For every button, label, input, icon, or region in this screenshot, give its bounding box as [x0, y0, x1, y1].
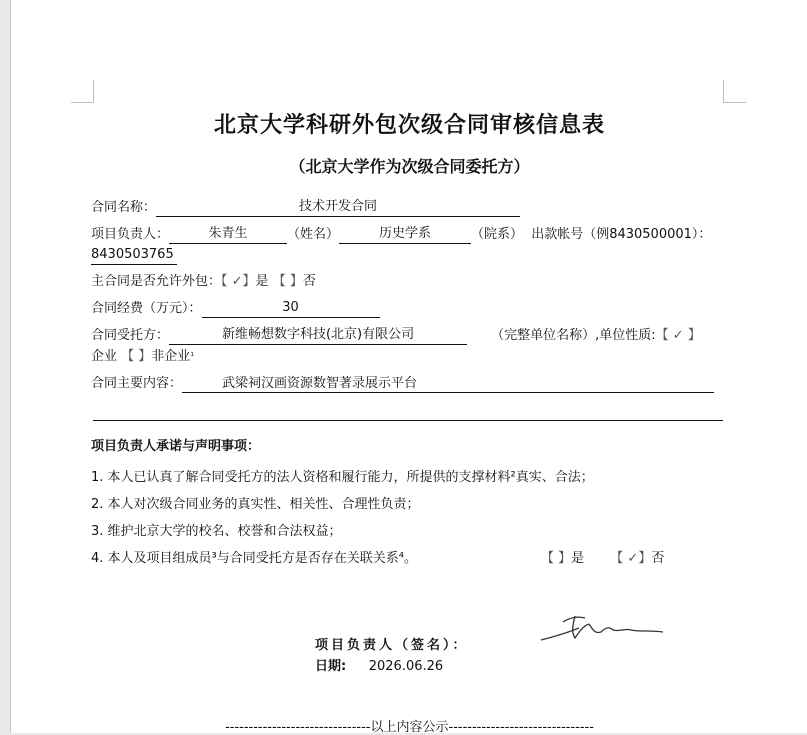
page-corner-mark-top-left — [71, 80, 94, 103]
enterprise-checkbox[interactable]: 【 ✓ 】 — [655, 328, 701, 343]
project-lead-name: 朱青生 — [169, 226, 287, 244]
content-label: 合同主要内容： — [91, 376, 183, 391]
related-yes-label: 是 — [571, 551, 585, 566]
commitment-item: 3. 维护北京大学的校名、校誉和合法权益； — [91, 524, 342, 539]
public-notice-divider: -------------------------------以上内容公示------------------------------- — [225, 720, 594, 735]
outsourcing-no-checkbox[interactable]: 【 】 — [272, 274, 303, 289]
contractor-value: 新维畅想数字科技(北京)有限公司 — [169, 327, 467, 345]
department-value: 历史学系 — [339, 226, 471, 244]
date-value: 2026.06.26 — [368, 659, 444, 674]
page-corner-mark-top-right — [723, 80, 746, 103]
enterprise-label: 企业 — [91, 349, 118, 364]
footnote-marker: ¹ — [190, 352, 194, 362]
outsourcing-yes-checkbox[interactable]: 【 ✓】 — [221, 274, 256, 289]
related-yes-checkbox[interactable]: 【 】 — [541, 551, 572, 566]
document-subtitle: （北京大学作为次级合同委托方） — [289, 157, 530, 176]
contractor-type-row — [91, 348, 194, 366]
contractor-label: 合同受托方： — [91, 328, 170, 343]
contractor-row — [91, 327, 701, 345]
handwritten-signature — [539, 610, 669, 646]
commitment-item: 2. 本人对次级合同业务的真实性、相关性、合理性负责； — [91, 497, 420, 512]
contract-name-label: 合同名称： — [91, 200, 157, 215]
non-enterprise-checkbox[interactable]: 【 】 — [121, 349, 152, 364]
signature-date-row — [315, 655, 443, 674]
funding-label: 合同经费（万元）： — [91, 301, 202, 316]
project-lead-row — [91, 226, 711, 244]
project-lead-label: 项目负责人： — [91, 227, 170, 242]
date-label: 日期: — [315, 659, 347, 674]
content-underline-extra — [93, 420, 723, 421]
commitments-heading: 项目负责人承诺与声明事项： — [91, 439, 261, 454]
account-row — [91, 247, 177, 265]
outsourcing-yes-label: 是 — [255, 274, 269, 289]
related-no-label: 否 — [651, 551, 665, 566]
content-row — [91, 375, 714, 393]
content-value: 武梁祠汉画资源数智著录展示平台 — [182, 376, 714, 393]
non-enterprise-label: 非企业 — [151, 349, 191, 364]
funding-row — [91, 300, 380, 318]
account-value: 8430503765 — [91, 247, 177, 265]
contract-name-row — [91, 199, 520, 217]
contract-name-value: 技术开发合同 — [156, 199, 520, 217]
department-hint: （院系） — [471, 227, 524, 242]
contractor-hint: （完整单位名称）,单位性质: — [491, 328, 656, 343]
document-title: 北京大学科研外包次级合同审核信息表 — [213, 112, 605, 138]
funding-value: 30 — [202, 300, 380, 318]
outsourcing-label: 主合同是否允许外包： — [91, 274, 222, 289]
document-page — [10, 0, 807, 733]
commitment-item: 4. 本人及项目组成员³与合同受托方是否存在关联关系⁴。 — [91, 551, 417, 566]
commitment-item: 1. 本人已认真了解合同受托方的法人资格和履行能力，所提供的支撑材料²真实、合法； — [91, 470, 594, 485]
outsourcing-no-label: 否 — [302, 274, 316, 289]
signature-label: 项目负责人（签名）： — [315, 638, 469, 653]
name-hint: （姓名） — [287, 227, 340, 242]
related-no-checkbox[interactable]: 【 ✓】 — [610, 551, 652, 566]
outsourcing-row — [91, 273, 316, 291]
account-label: 出款帐号（例8430500001）： — [531, 227, 712, 242]
related-party-choices — [541, 550, 664, 568]
